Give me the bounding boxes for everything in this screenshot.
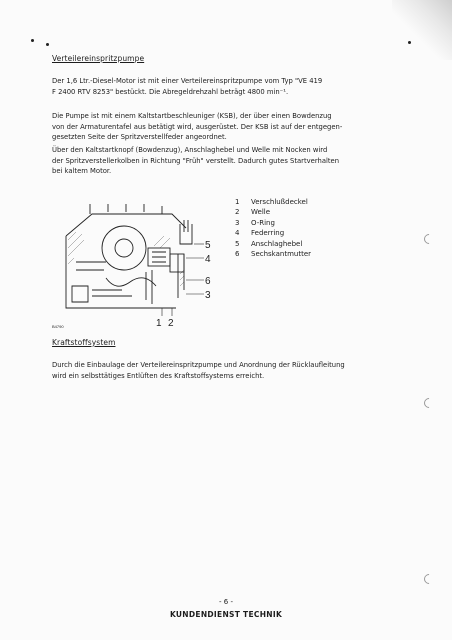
section-heading: Kraftstoffsystem xyxy=(52,338,116,347)
legend-item xyxy=(235,197,311,207)
pump-body-drawing xyxy=(66,204,192,308)
figure-code: B4790 xyxy=(52,324,64,329)
punch-hole-mark xyxy=(422,396,436,410)
page-number: - 6 - xyxy=(219,598,233,606)
legend-item xyxy=(235,249,311,259)
callout-numbers xyxy=(156,240,211,329)
legend-number: 3 xyxy=(235,218,240,227)
speck-mark xyxy=(408,41,411,44)
callout-5: 5 xyxy=(205,240,211,251)
figure-legend xyxy=(235,197,311,259)
paragraph-pump-type: Der 1,6 Ltr.-Diesel-Motor ist mit einer Verteilereinspritzpumpe vom Typ "VE 419 F 2400 RTV 8253" bestückt. Die Abregeldrehzahl beträgt 4800 min⁻¹. xyxy=(52,77,323,96)
legend-number: 4 xyxy=(235,229,240,238)
paragraph-fuel-system: Durch die Einbaulage der Verteilereinspritzpumpe und Anordnung der Rücklaufleitung wird ein selbsttätiges Entlüften des Kraftstoffsystems erreicht. xyxy=(52,361,345,380)
legend-label: O-Ring xyxy=(251,218,275,227)
pump-diagram xyxy=(52,200,222,340)
legend-item xyxy=(235,207,311,217)
callout-3: 3 xyxy=(205,290,211,301)
legend-number: 5 xyxy=(235,239,240,248)
speck-mark xyxy=(46,43,49,46)
punch-hole-mark xyxy=(422,572,436,586)
callout-4: 4 xyxy=(205,254,211,265)
page-corner-fold xyxy=(392,0,452,60)
hatching-lines xyxy=(68,232,184,286)
legend-label: Federring xyxy=(251,229,285,238)
paragraph-ksb: Die Pumpe ist mit einem Kaltstartbeschleuniger (KSB), der über einen Bowdenzug von der Armaturentafel aus betätigt wird, ausgerüstet. Der KSB ist auf der entgegen- gesetzten Seite der Spritzverstellfeder angeordnet. xyxy=(52,112,343,141)
callout-lines xyxy=(162,244,204,316)
legend-item xyxy=(235,218,311,228)
footer-title: KUNDENDIENST TECHNIK xyxy=(169,610,283,619)
legend-label: Verschlußdeckel xyxy=(251,198,308,206)
legend-number: 6 xyxy=(235,250,240,259)
speck-mark xyxy=(31,39,34,42)
legend-number: 1 xyxy=(235,198,240,206)
callout-6: 6 xyxy=(205,276,211,287)
section-heading: Verteilereinspritzpumpe xyxy=(52,54,145,63)
legend-item xyxy=(235,228,311,238)
legend-number: 2 xyxy=(235,208,240,217)
callout-2: 2 xyxy=(168,318,174,329)
paragraph-cold-start: Über den Kaltstartknopf (Bowdenzug), Anschlaghebel und Welle mit Nocken wird der Spritzverstellerkolben in Richtung "Früh" verstellt. Dadurch gutes Startverhalten bei kaltem Motor. xyxy=(52,146,340,175)
callout-1: 1 xyxy=(156,318,162,329)
legend-item xyxy=(235,239,311,249)
punch-hole-mark xyxy=(422,232,436,246)
legend-label: Anschlaghebel xyxy=(251,239,303,248)
legend-label: Welle xyxy=(251,208,271,217)
legend-label: Sechskantmutter xyxy=(251,250,312,259)
